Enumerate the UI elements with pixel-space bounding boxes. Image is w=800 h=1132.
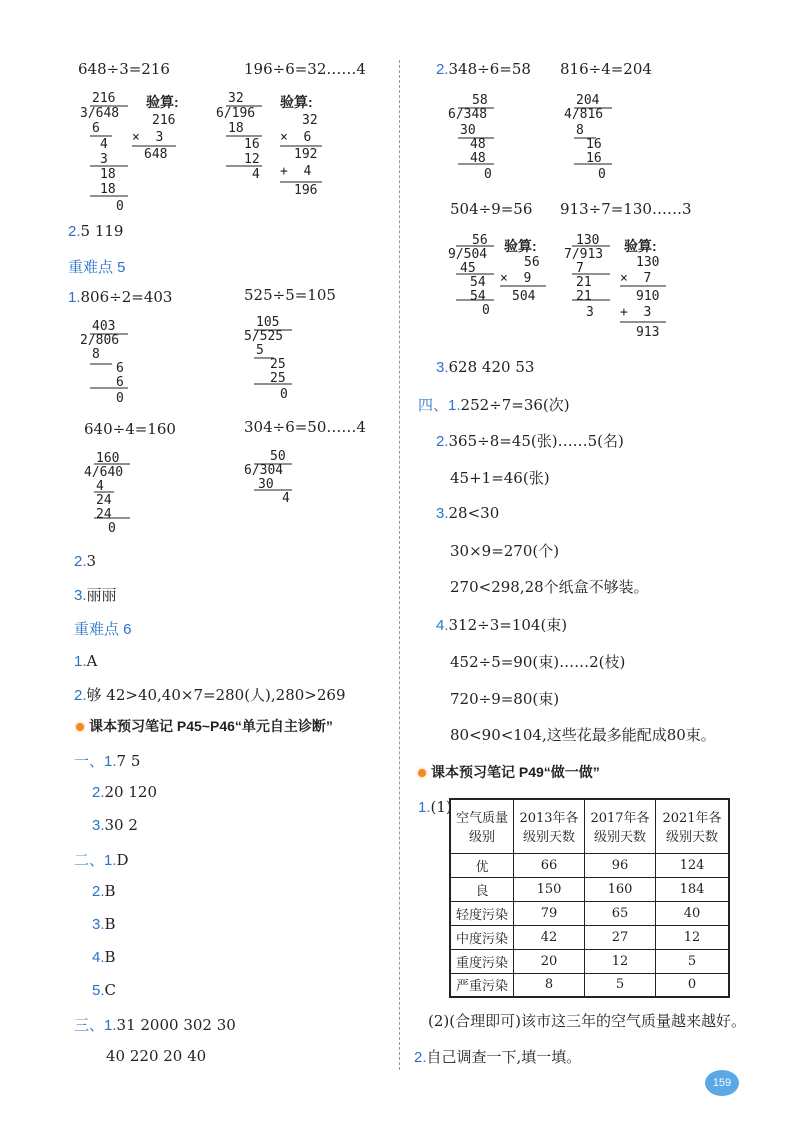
part-three: 三、1.31 2000 302 30 bbox=[74, 1016, 236, 1034]
table-row bbox=[450, 853, 729, 877]
air-quality-table bbox=[449, 798, 730, 998]
bullet-icon bbox=[418, 769, 426, 777]
table-question: 1.(1) bbox=[418, 798, 452, 816]
bullet-icon bbox=[76, 723, 84, 731]
table-cell: 0 bbox=[656, 973, 730, 997]
table-header-row bbox=[450, 799, 729, 853]
part-four-q4-line: 452÷5=90(束)……2(枝) bbox=[450, 653, 626, 671]
table-row bbox=[450, 949, 729, 973]
table-cell: 12 bbox=[656, 925, 730, 949]
equation: 196÷6=32……4 bbox=[244, 60, 366, 78]
equation: 816÷4=204 bbox=[560, 60, 652, 78]
table-cell: 150 bbox=[514, 877, 585, 901]
equation: 2.348÷6=58 bbox=[436, 60, 531, 78]
part-four-q4-line: 720÷9=80(束) bbox=[450, 690, 560, 708]
header-cell: 空气质量级别 bbox=[450, 799, 514, 853]
table-cell: 27 bbox=[585, 925, 656, 949]
equation: 913÷7=130……3 bbox=[560, 200, 692, 218]
answer-3: 3.628 420 53 bbox=[436, 358, 535, 376]
header-cell: 2021年各级别天数 bbox=[656, 799, 730, 853]
header-cell: 2017年各级别天数 bbox=[585, 799, 656, 853]
part-four-q2: 2.365÷8=45(张)……5(名) bbox=[436, 432, 624, 450]
part-four-q2-line: 45+1=46(张) bbox=[450, 469, 550, 487]
page-number: 159 bbox=[705, 1070, 739, 1096]
answer-3: 3.丽丽 bbox=[74, 586, 117, 604]
table-row bbox=[450, 877, 729, 901]
table-cell: 40 bbox=[656, 901, 730, 925]
equation: 304÷6=50……4 bbox=[244, 418, 366, 436]
answer-2: 2.够 42>40,40×7=280(人),280>269 bbox=[74, 686, 346, 704]
section-heading-6: 重难点 6 bbox=[74, 621, 132, 638]
part-one-item: 3.30 2 bbox=[92, 816, 138, 834]
table-cell: 184 bbox=[656, 877, 730, 901]
table-row bbox=[450, 901, 729, 925]
part-two-item: 4.B bbox=[92, 948, 116, 966]
section-heading-5: 重难点 5 bbox=[68, 259, 126, 276]
part-one-item: 2.20 120 bbox=[92, 783, 158, 801]
part-two-item: 5.C bbox=[92, 981, 116, 999]
equation: 504÷9=56 bbox=[450, 200, 533, 218]
table-conclusion: (2)(合理即可)该市这三年的空气质量越来越好。 bbox=[428, 1012, 746, 1030]
part-four-q3-line: 270<298,28个纸盒不够装。 bbox=[450, 578, 649, 596]
part-four-q4-line: 80<90<104,这些花最多能配成80束。 bbox=[450, 726, 716, 744]
part-four-q4: 4.312÷3=104(束) bbox=[436, 616, 568, 634]
equation: 640÷4=160 bbox=[84, 420, 176, 438]
part-four-q1: 四、1.252÷7=36(次) bbox=[418, 396, 570, 414]
answer-2: 2.自己调查一下,填一填。 bbox=[414, 1048, 582, 1066]
verify-label: 验算: bbox=[280, 94, 313, 110]
answer-1: 1.A bbox=[74, 652, 98, 670]
answer-2: 2.3 bbox=[74, 552, 97, 570]
table-row bbox=[450, 973, 729, 997]
part-two-item: 3.B bbox=[92, 915, 116, 933]
part-four-q3: 3.28<30 bbox=[436, 504, 500, 522]
table-cell: 优 bbox=[450, 853, 514, 877]
table-cell: 良 bbox=[450, 877, 514, 901]
part-one: 一、1.7 5 bbox=[74, 752, 141, 770]
equation: 525÷5=105 bbox=[244, 286, 336, 304]
table-cell: 12 bbox=[585, 949, 656, 973]
part-two-item: 2.B bbox=[92, 882, 116, 900]
equation: 648÷3=216 bbox=[78, 60, 170, 78]
verify-label: 验算: bbox=[504, 238, 537, 254]
part-four-q3-line: 30×9=270(个) bbox=[450, 542, 560, 560]
table-cell: 5 bbox=[585, 973, 656, 997]
answer-2: 2.5 119 bbox=[68, 222, 124, 240]
equation: 1.806÷2=403 bbox=[68, 288, 173, 306]
verify-label: 验算: bbox=[146, 94, 179, 110]
table-cell: 中度污染 bbox=[450, 925, 514, 949]
table-cell: 160 bbox=[585, 877, 656, 901]
table-cell: 严重污染 bbox=[450, 973, 514, 997]
table-cell: 96 bbox=[585, 853, 656, 877]
table-cell: 重度污染 bbox=[450, 949, 514, 973]
table-cell: 124 bbox=[656, 853, 730, 877]
table-cell: 66 bbox=[514, 853, 585, 877]
note-heading: 课本预习笔记 P45~P46“单元自主诊断” bbox=[76, 716, 333, 736]
part-three-line: 40 220 20 40 bbox=[106, 1047, 207, 1065]
table-cell: 轻度污染 bbox=[450, 901, 514, 925]
table-cell: 8 bbox=[514, 973, 585, 997]
table-cell: 42 bbox=[514, 925, 585, 949]
column-divider bbox=[399, 60, 400, 1070]
header-cell: 2013年各级别天数 bbox=[514, 799, 585, 853]
table-cell: 20 bbox=[514, 949, 585, 973]
verify-label: 验算: bbox=[624, 238, 657, 254]
table-cell: 5 bbox=[656, 949, 730, 973]
part-two: 二、1.D bbox=[74, 851, 129, 869]
table-cell: 65 bbox=[585, 901, 656, 925]
table-row bbox=[450, 925, 729, 949]
table-cell: 79 bbox=[514, 901, 585, 925]
note-heading: 课本预习笔记 P49“做一做” bbox=[418, 762, 600, 782]
